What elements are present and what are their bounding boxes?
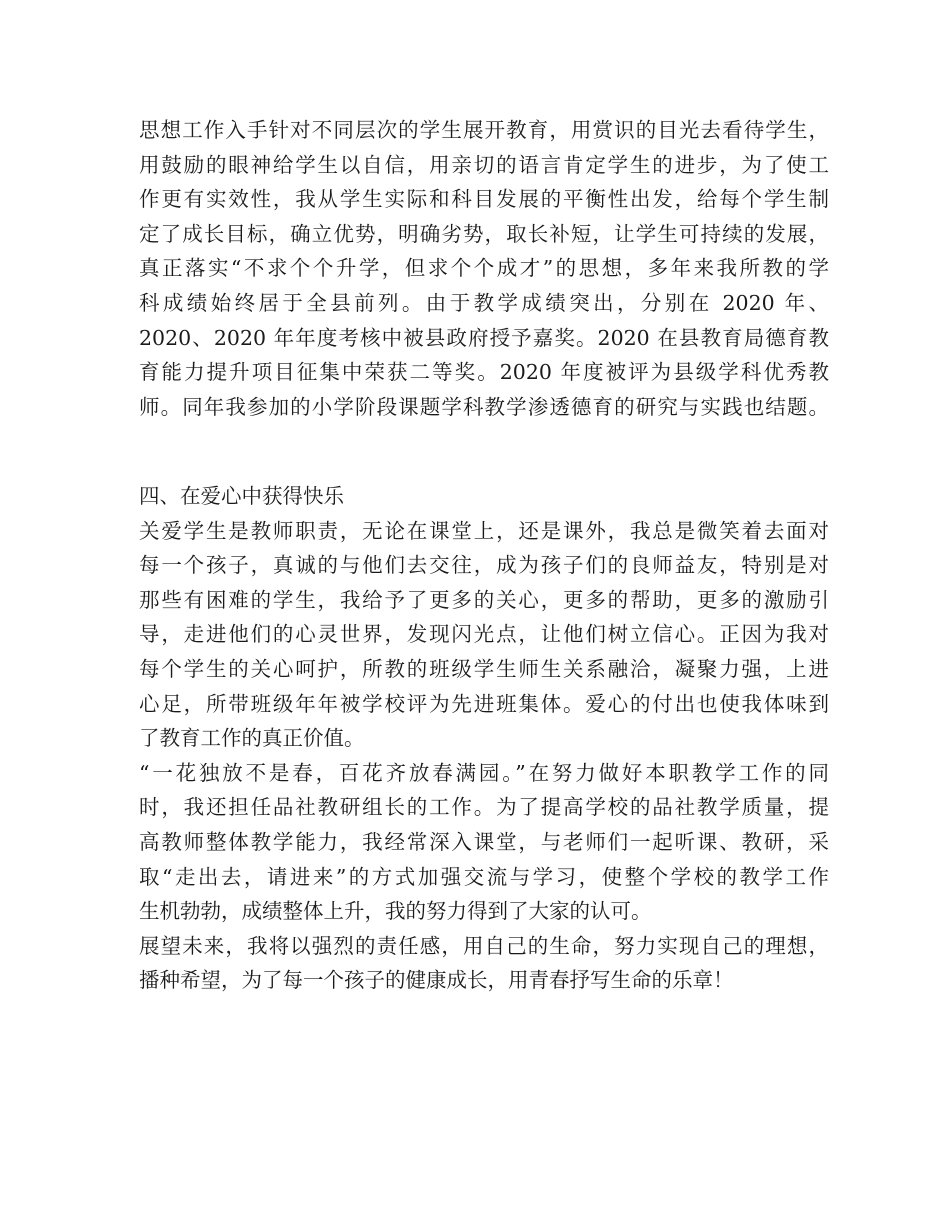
text-line: 科成绩始终居于全县前列。由于教学成绩突出，分别在 2020 年、 (139, 290, 829, 315)
section-love-and-joy (139, 479, 829, 998)
text-line: “一花独放不是春，百花齐放春满园。”在努力做好本职教学工作的同 (139, 760, 829, 785)
text-line: 那些有困难的学生，我给予了更多的关心，更多的帮助，更多的激励引 (139, 587, 829, 612)
text-line: 作更有实效性，我从学生实际和科目发展的平衡性出发，给每个学生制 (139, 187, 829, 212)
text-line: 2020、2020 年年度考核中被县政府授予嘉奖。2020 在县教育局德育教 (139, 325, 829, 350)
text-line: 思想工作入手针对不同层次的学生展开教育，用赏识的目光去看待学生， (139, 118, 829, 142)
text-line: 了教育工作的真正价值。 (139, 726, 365, 751)
text-line: 生机勃勃，成绩整体上升，我的努力得到了大家的认可。 (139, 899, 652, 924)
text-line: 定了成长目标，确立优势，明确劣势，取长补短，让学生可持续的发展， (139, 221, 829, 246)
text-line: 导，走进他们的心灵世界，发现闪光点，让他们树立信心。正因为我对 (139, 622, 829, 647)
text-line: 育能力提升项目征集中荣获二等奖。2020 年度被评为县级学科优秀教 (139, 360, 829, 385)
text-line: 展望未来，我将以强烈的责任感，用自己的生命，努力实现自己的理想， (139, 933, 829, 958)
paragraph-teaching-achievements (139, 113, 829, 424)
text-line: 用鼓励的眼神给学生以自信，用亲切的语言肯定学生的进步，为了使工 (139, 152, 829, 177)
text-line: 每个学生的关心呵护，所教的班级学生师生关系融洽，凝聚力强，上进 (139, 656, 829, 681)
text-line: 师。同年我参加的小学阶段课题学科教学渗透德育的研究与实践也结题。 (139, 394, 829, 419)
text-line: 时，我还担任品社教研组长的工作。为了提高学校的品社教学质量，提 (139, 795, 829, 820)
section-heading: 四、在爱心中获得快乐 (139, 484, 344, 508)
text-line: 播种希望，为了每一个孩子的健康成长，用青春抒写生命的乐章！ (139, 968, 734, 993)
text-line: 取“走出去，请进来”的方式加强交流与学习，使整个学校的教学工作 (139, 864, 829, 889)
text-line: 关爱学生是教师职责，无论在课堂上，还是课外，我总是微笑着去面对 (139, 518, 829, 543)
text-line: 真正落实“不求个个升学，但求个个成才”的思想，多年来我所教的学 (139, 256, 829, 281)
text-line: 每一个孩子，真诚的与他们去交往，成为孩子们的良师益友，特别是对 (139, 553, 829, 578)
text-line: 高教师整体教学能力，我经常深入课堂，与老师们一起听课、教研，采 (139, 829, 829, 854)
text-line: 心足，所带班级年年被学校评为先进班集体。爱心的付出也使我体味到 (139, 691, 829, 716)
